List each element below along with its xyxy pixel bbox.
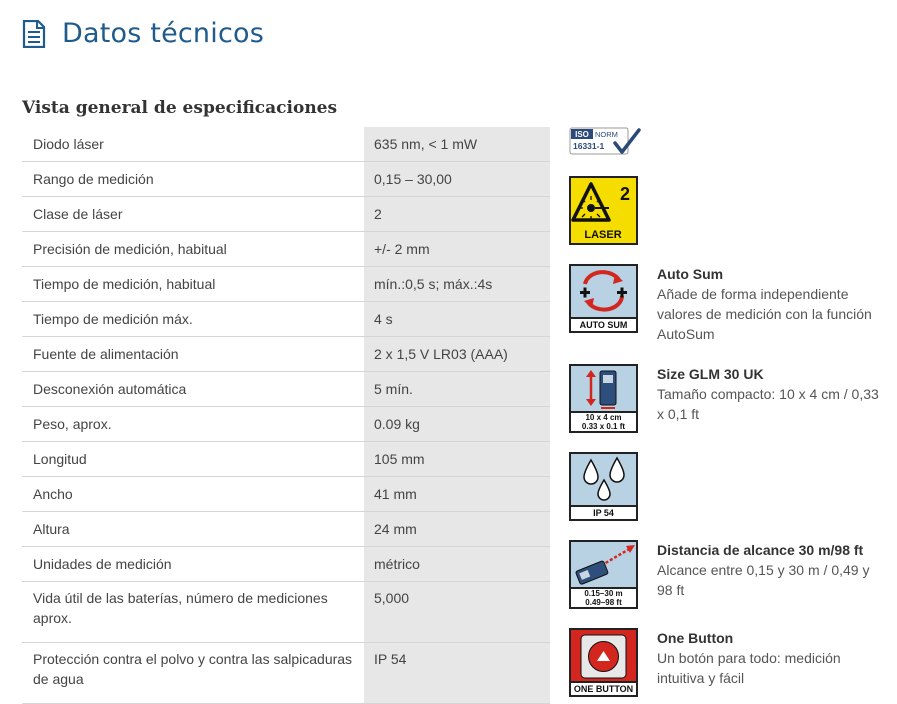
size-caption — [571, 411, 636, 431]
spec-label: Fuente de alimentación — [22, 337, 364, 372]
iso-norm-text: NORM — [595, 130, 618, 139]
size-caption-imperial: 0.33 x 0.1 ft — [581, 422, 626, 431]
feature-text — [657, 364, 887, 424]
spec-value: 2 x 1,5 V LR03 (AAA) — [364, 337, 550, 372]
spec-value: 635 nm, < 1 mW — [364, 127, 550, 162]
one-button-badge — [569, 628, 638, 697]
ip54-badge — [569, 452, 638, 521]
spec-row — [22, 162, 550, 197]
spec-label: Rango de medición — [22, 162, 364, 197]
feature-text — [657, 540, 887, 600]
laser-label: LASER — [584, 229, 622, 241]
feature-title: Distancia de alcance 30 m/98 ft — [657, 542, 864, 558]
spec-value: 24 mm — [364, 512, 550, 547]
spec-label: Unidades de medición — [22, 547, 364, 582]
feature-title: Size GLM 30 UK — [657, 366, 764, 382]
size-icon — [571, 366, 636, 410]
page-header — [22, 18, 264, 49]
spec-row — [22, 197, 550, 232]
auto-sum-badge — [569, 264, 638, 333]
size-caption-metric: 10 x 4 cm — [585, 413, 622, 422]
spec-value: 4 s — [364, 302, 550, 337]
iso-text: ISO — [575, 130, 589, 139]
spec-row — [22, 512, 550, 547]
document-icon — [22, 20, 46, 48]
iso-number-text: 16331-1 — [573, 141, 605, 151]
spec-value: mín.:0,5 s; máx.:4s — [364, 267, 550, 302]
ip54-caption: IP 54 — [571, 505, 636, 519]
laser-range-icon — [571, 542, 636, 586]
spec-value: 41 mm — [364, 477, 550, 512]
spec-row — [22, 582, 550, 643]
spec-value: 0,15 – 30,00 — [364, 162, 550, 197]
range-caption-imperial: 0.49–98 ft — [585, 598, 622, 607]
spec-row — [22, 477, 550, 512]
range-caption — [571, 587, 636, 607]
spec-value: +/- 2 mm — [364, 232, 550, 267]
feature-description: Alcance entre 0,15 y 30 m / 0,49 y 98 ft — [657, 562, 870, 598]
auto-sum-caption: AUTO SUM — [571, 317, 636, 331]
feature-description: Añade de forma independiente valores de medición con la función AutoSum — [657, 286, 872, 342]
one-button-caption: ONE BUTTON — [571, 681, 636, 695]
spec-row — [22, 372, 550, 407]
page-title: Datos técnicos — [62, 18, 264, 49]
spec-row — [22, 442, 550, 477]
iso-norm-icon — [569, 127, 641, 157]
laser-warning-icon — [569, 176, 638, 245]
water-drops-icon — [571, 454, 636, 506]
feature-title: One Button — [657, 630, 734, 646]
spec-label: Desconexión automática — [22, 372, 364, 407]
spec-value: 0.09 kg — [364, 407, 550, 442]
range-caption-metric: 0.15–30 m — [584, 589, 623, 598]
spec-label: Tiempo de medición, habitual — [22, 267, 364, 302]
feature-text — [657, 628, 887, 688]
spec-label: Altura — [22, 512, 364, 547]
feature-title: Auto Sum — [657, 266, 724, 282]
feature-text — [657, 264, 887, 344]
spec-value: métrico — [364, 547, 550, 582]
feature-description: Un botón para todo: medición intuitiva y fácil — [657, 650, 841, 686]
spec-value: IP 54 — [364, 643, 550, 704]
spec-label: Clase de láser — [22, 197, 364, 232]
auto-sum-icon — [571, 266, 636, 316]
spec-label: Peso, aprox. — [22, 407, 364, 442]
spec-label: Diodo láser — [33, 136, 104, 152]
spec-label: Longitud — [22, 442, 364, 477]
section-subtitle: Vista general de especificaciones — [22, 98, 338, 118]
spec-row — [22, 302, 550, 337]
spec-value: 2 — [364, 197, 550, 232]
spec-label: Precisión de medición, habitual — [22, 232, 364, 267]
feature-description: Tamaño compacto: 10 x 4 cm / 0,33 x 0,1 ft — [657, 386, 879, 422]
spec-row — [22, 337, 550, 372]
spec-value: 5 mín. — [364, 372, 550, 407]
spec-value: 105 mm — [364, 442, 550, 477]
size-badge — [569, 364, 638, 433]
spec-row — [22, 267, 550, 302]
spec-row — [22, 127, 550, 162]
spec-table — [22, 127, 550, 704]
spec-label: Protección contra el polvo y contra las salpicaduras de agua — [22, 643, 364, 704]
spec-label: Tiempo de medición máx. — [22, 302, 364, 337]
spec-value: 5,000 — [364, 582, 550, 643]
spec-label: Ancho — [22, 477, 364, 512]
one-button-icon — [571, 630, 636, 683]
spec-row — [22, 643, 550, 704]
range-badge — [569, 540, 638, 609]
spec-row — [22, 407, 550, 442]
spec-row — [22, 547, 550, 582]
spec-row — [22, 232, 550, 267]
laser-class-number: 2 — [619, 184, 631, 204]
spec-label: Vida útil de las baterías, número de mediciones aprox. — [22, 582, 364, 643]
